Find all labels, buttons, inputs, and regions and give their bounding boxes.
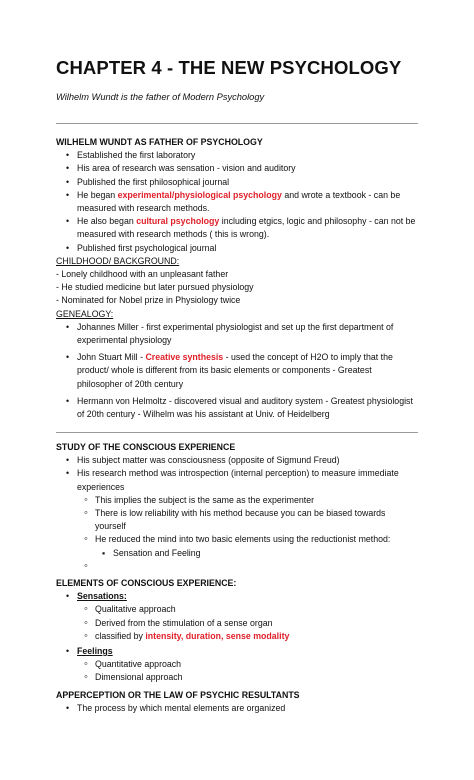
section-heading: STUDY OF THE CONSCIOUS EXPERIENCE: [56, 442, 236, 452]
section-wundt-father: [56, 136, 418, 421]
childhood-line: - Lonely childhood with an unpleasant father: [56, 269, 229, 280]
bullet-list: [56, 590, 418, 684]
section-heading: APPERCEPTION OR THE LAW OF PSYCHIC RESULTANTS: [56, 689, 300, 700]
list-item-empty: [56, 560, 418, 573]
list-item: • Published first psychological journal: [56, 242, 418, 255]
page-subtitle: Wilhelm Wundt is the father of Modern Psychology: [56, 92, 265, 102]
document-body: [56, 136, 418, 421]
list-item: ◦ classified by intensity, duration, sense modality: [56, 630, 418, 643]
section-conscious-experience: [56, 441, 418, 573]
bullet-icon: [66, 242, 69, 255]
subheading-genealogy: GENEALOGY:: [56, 308, 114, 319]
list-item: • He also began cultural psychology including etgics, logic and philosophy - can not be measured with research methods ( this is wrong).: [56, 215, 418, 241]
bullet-list: [56, 702, 418, 715]
bullet-icon: [66, 702, 69, 715]
list-item: • Published the first philosophical journal: [56, 176, 418, 189]
list-item: [56, 590, 418, 603]
list-item: • His research method was introspection (internal perception) to measure immediate experiences: [56, 467, 418, 493]
circle-bullet-icon: [84, 630, 88, 643]
section-elements: [56, 577, 418, 685]
emphasis-text: Creative synthesis: [145, 352, 224, 363]
bullet-icon: [66, 149, 69, 162]
sensations-label: Sensations:: [77, 591, 127, 602]
list-item: • His area of research was sensation - vision and auditory: [56, 162, 418, 175]
emphasis-text: intensity, duration, sense modality: [145, 630, 290, 641]
circle-bullet-icon: [84, 658, 88, 671]
genealogy-list: [56, 321, 418, 421]
section-heading: ELEMENTS OF CONSCIOUS EXPERIENCE:: [56, 578, 237, 589]
emphasis-text: experimental/physiological psychology: [117, 189, 282, 200]
bullet-icon: [66, 215, 69, 228]
emphasis-text: cultural psychology: [136, 216, 220, 227]
childhood-line: - Nominated for Nobel prize in Physiology twice: [56, 295, 241, 306]
bullet-icon: [66, 176, 69, 189]
bullet-icon: [66, 454, 69, 467]
list-item: • The process by which mental elements are organized: [56, 702, 418, 715]
list-item: • Established the first laboratory: [56, 149, 418, 162]
list-item: • John Stuart Mill - Creative synthesis - used the concept of H2O to imply that the product/ whole is different from its basic elements or components - Greatest philosopher of 20th century: [56, 351, 418, 391]
list-item: ◦ This implies the subject is the same as the experimenter: [56, 494, 418, 507]
circle-bullet-icon: [84, 617, 88, 630]
circle-bullet-icon: [84, 507, 88, 520]
divider-middle: [56, 432, 418, 433]
circle-bullet-icon: [84, 533, 88, 546]
subheading-childhood: CHILDHOOD/ BACKGROUND:: [56, 255, 180, 266]
circle-bullet-icon: [84, 494, 88, 507]
bullet-icon: [66, 645, 69, 658]
bullet-icon: [66, 395, 69, 408]
list-item: • Hermann von Helmoltz - discovered visual and auditory system - Greatest physiologist of 20th century - Wilhelm was his assistant at Univ. of Heidelberg: [56, 395, 418, 421]
childhood-line: - He studied medicine but later pursued physiology: [56, 282, 254, 293]
page-title: CHAPTER 4 - THE NEW PSYCHOLOGY: [56, 57, 402, 78]
divider-top: [56, 123, 418, 124]
bullet-icon: [66, 590, 69, 603]
bullet-icon: [66, 189, 69, 202]
document-body-continued: [56, 441, 418, 715]
section-heading: WILHELM WUNDT AS FATHER OF PSYCHOLOGY: [56, 137, 263, 147]
bullet-list: [56, 454, 418, 573]
bullet-icon: [66, 321, 69, 334]
bullet-icon: [66, 162, 69, 175]
list-item: ◦ Quantitative approach: [56, 658, 418, 671]
list-item: [56, 645, 418, 658]
feelings-label: Feelings: [77, 646, 113, 657]
list-item: • Johannes Miller - first experimental physiologist and set up the first department of experimental physiology: [56, 321, 418, 347]
square-bullet-icon: [102, 547, 105, 560]
circle-bullet-icon: [84, 671, 88, 684]
list-item: ◦ There is low reliability with his method because you can be biased towards yourself: [56, 507, 418, 533]
bullet-icon: [66, 467, 69, 480]
list-item: ◦ Qualitative approach: [56, 603, 418, 616]
list-item: ◦ Derived from the stimulation of a sense organ: [56, 617, 418, 630]
bullet-icon: [66, 351, 69, 364]
circle-bullet-icon: [84, 603, 88, 616]
list-item: • His subject matter was consciousness (opposite of Sigmund Freud): [56, 454, 418, 467]
list-item: ◦ He reduced the mind into two basic elements using the reductionist method:: [56, 533, 418, 546]
circle-bullet-icon: [84, 560, 88, 573]
bullet-list: [56, 149, 418, 255]
list-item: ▪ Sensation and Feeling: [56, 547, 418, 560]
list-item: ◦ Dimensional approach: [56, 671, 418, 684]
list-item: • He began experimental/physiological psychology and wrote a textbook - can be measured with research methods.: [56, 189, 418, 215]
section-apperception: [56, 689, 418, 715]
